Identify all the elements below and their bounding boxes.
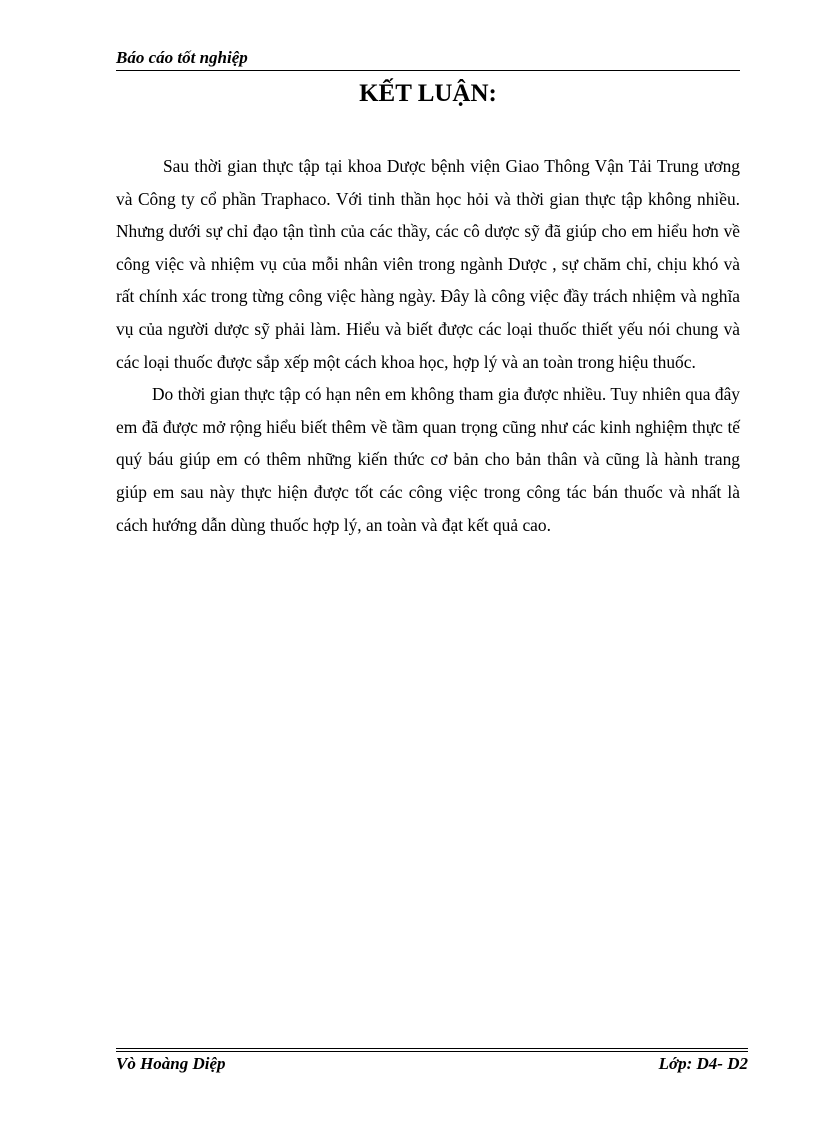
paragraph-1: Sau thời gian thực tập tại khoa Dược bệnh viện Giao Thông Vận Tải Trung ương và Công ty cổ phần Traphaco. Với tinh thần học hỏi và thời gian thực tập không nhiều. Nhưng dưới sự chỉ đạo tận tình của các thầy, các cô dược sỹ đã giúp cho em hiểu hơn về công việc và nhiệm vụ của mỗi nhân viên trong ngành Dược , sự chăm chỉ, chịu khó và rất chính xác trong từng công việc hàng ngày. Đây là công việc đầy trách nhiệm và nghĩa vụ của người dược sỹ phải làm. Hiểu và biết được các loại thuốc thiết yếu nói chung và các loại thuốc được sắp xếp một cách khoa học, hợp lý và an toàn trong hiệu thuốc. (116, 156, 740, 372)
footer-author: Vò Hoàng Diệp (116, 1054, 226, 1073)
footer-rule-top (116, 1048, 748, 1049)
section-heading: KẾT LUẬN: (359, 80, 497, 107)
header-rule (116, 70, 740, 71)
paragraph-2: Do thời gian thực tập có hạn nên em không tham gia được nhiều. Tuy nhiên qua đây em đã được mở rộng hiểu biết thêm về tầm quan trọng cũng như các kinh nghiệm thực tế quý báu giúp em có thêm những kiến thức cơ bản cho bản thân và cũng là hành trang giúp em sau này thực hiện được tốt các công việc trong công tác bán thuốc và nhất là cách hướng dẫn dùng thuốc hợp lý, an toàn và đạt kết quả cao. (116, 384, 740, 535)
body-text (116, 150, 740, 541)
header-title: Báo cáo tốt nghiệp (116, 48, 248, 67)
footer-class: Lớp: D4- D2 (658, 1054, 748, 1073)
footer-rule-bottom (116, 1051, 748, 1052)
